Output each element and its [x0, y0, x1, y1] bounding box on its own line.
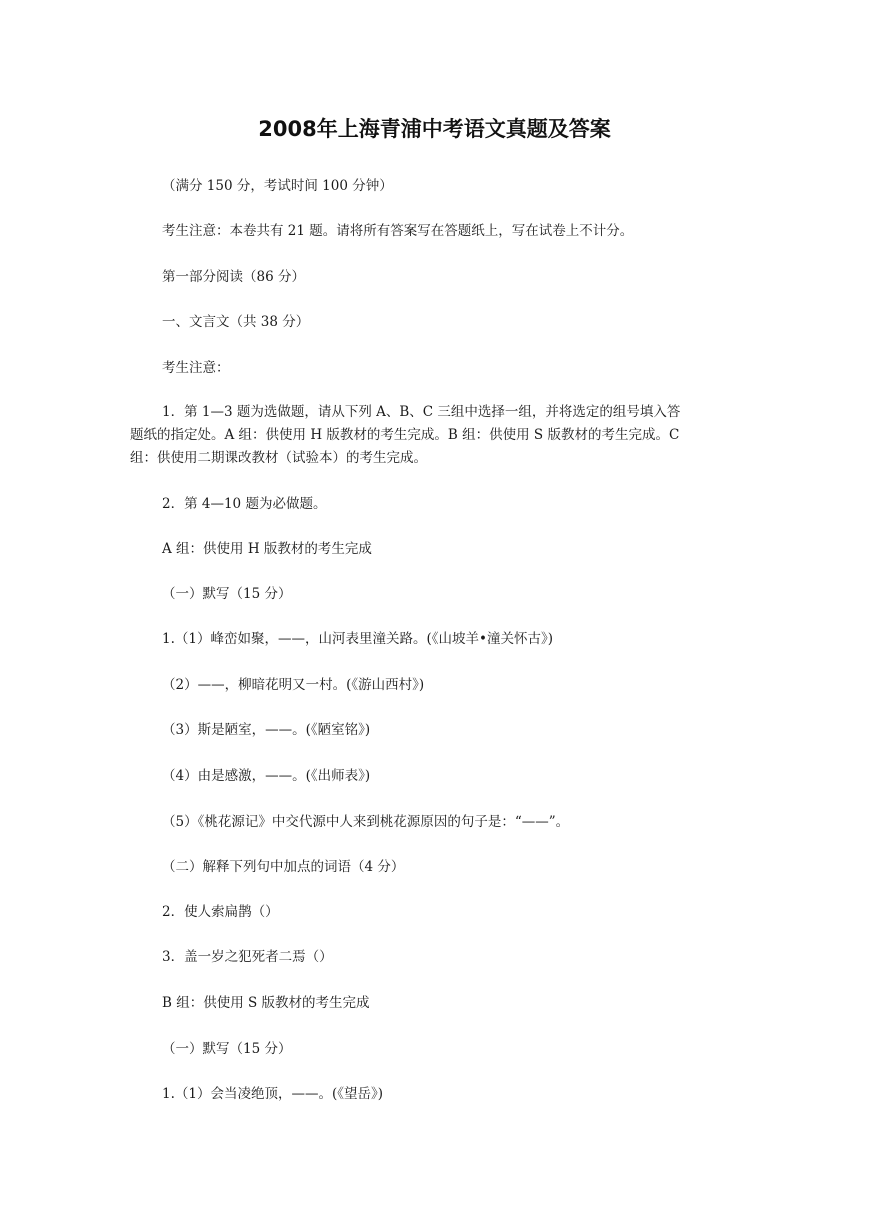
group-a-dictation-heading: （一）默写（15 分）	[162, 586, 292, 602]
exam-notice: 考生注意：本卷共有 21 题。请将所有答案写在答题纸上，写在试卷上不计分。	[162, 223, 634, 239]
document-title: 2008年上海青浦中考语文真题及答案	[258, 117, 611, 141]
full-score-note: （满分 150 分，考试时间 100 分钟）	[162, 178, 393, 194]
instruction-line-2: 题纸的指定处。A 组：供使用 H 版教材的考生完成。B 组：供使用 S 版教材的考生完成。C	[130, 427, 680, 443]
group-b-question-1-1: 1.（1）会当凌绝顶，——。(《望岳》)	[162, 1086, 384, 1102]
instruction-paragraph-1	[130, 401, 742, 470]
group-a-question-3: 3．盖一岁之犯死者二焉（）	[162, 949, 333, 965]
group-b-dictation-heading: （一）默写（15 分）	[162, 1041, 292, 1057]
group-a-question-1-3: （3）斯是陋室，——。(《陋室铭》)	[162, 722, 371, 738]
group-a-explain-heading: （二）解释下列句中加点的词语（4 分）	[162, 859, 405, 875]
instruction-line-3: 组：供使用二期课改教材（试验本）的考生完成。	[130, 450, 427, 466]
group-b-heading: B 组：供使用 S 版教材的考生完成	[162, 995, 370, 1011]
group-a-question-2: 2．使人索扁鹊（）	[162, 904, 279, 920]
instruction-line-1: 1．第 1—3 题为选做题，请从下列 A、B、C 三组中选择一组，并将选定的组号填入答	[162, 404, 681, 420]
group-a-question-1-1: 1.（1）峰峦如聚，——，山河表里潼关路。(《山坡羊•潼关怀古》)	[162, 631, 553, 647]
group-a-heading: A 组：供使用 H 版教材的考生完成	[162, 541, 372, 557]
notice-heading: 考生注意：	[162, 360, 230, 376]
instruction-paragraph-2: 2．第 4—10 题为必做题。	[162, 496, 327, 512]
group-a-question-1-5: （5）《桃花源记》中交代源中人来到桃花源原因的句子是：“——”。	[162, 814, 570, 830]
group-a-question-1-2: （2）——，柳暗花明又一村。(《游山西村》)	[162, 677, 425, 693]
part-one-heading: 第一部分阅读（86 分）	[162, 269, 305, 285]
group-a-question-1-4: （4）由是感激，——。(《出师表》)	[162, 768, 371, 784]
section-one-heading: 一、文言文（共 38 分）	[162, 314, 310, 330]
